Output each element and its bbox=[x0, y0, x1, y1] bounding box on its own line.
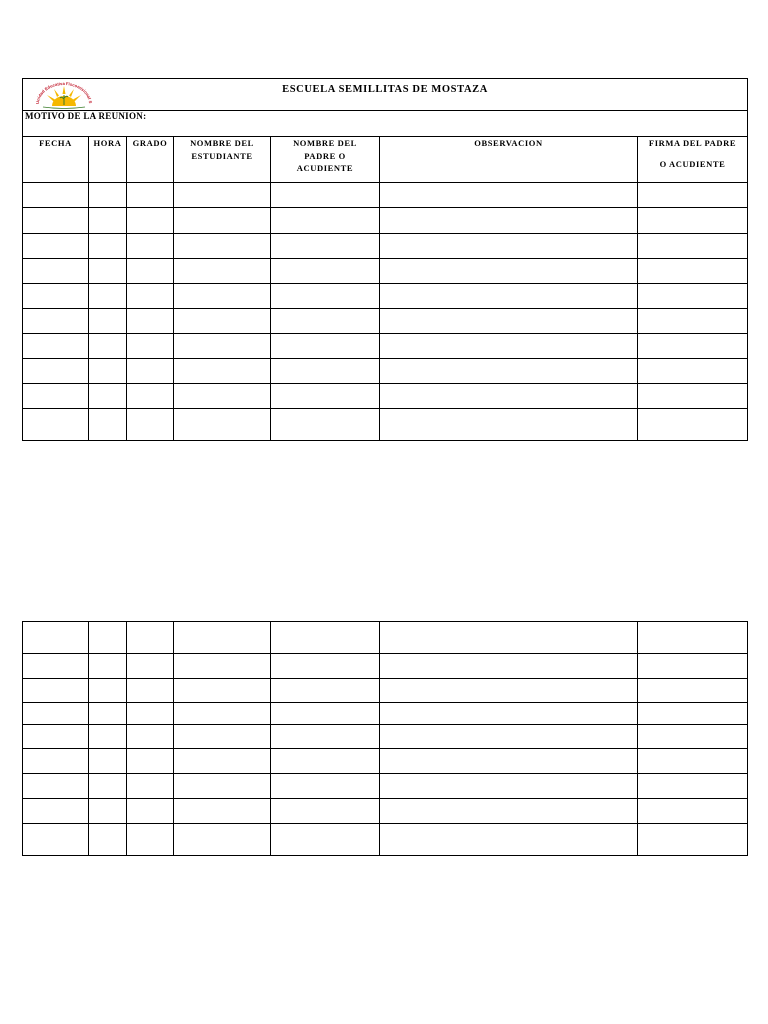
empty-cell[interactable] bbox=[127, 654, 174, 679]
attendance-table-continued bbox=[22, 621, 748, 856]
empty-cell[interactable] bbox=[271, 725, 380, 749]
column-header bbox=[638, 137, 748, 183]
title-cell bbox=[23, 79, 748, 111]
empty-cell[interactable] bbox=[638, 384, 748, 409]
empty-cell[interactable] bbox=[380, 824, 638, 856]
empty-cell[interactable] bbox=[127, 284, 174, 309]
column-header bbox=[174, 137, 271, 183]
empty-cell[interactable] bbox=[174, 409, 271, 441]
empty-cell[interactable] bbox=[271, 234, 380, 259]
empty-cell[interactable] bbox=[271, 334, 380, 359]
table-row bbox=[23, 622, 748, 654]
empty-cell[interactable] bbox=[380, 679, 638, 703]
column-header-line: NOMBRE DEL bbox=[293, 138, 357, 148]
empty-cell[interactable] bbox=[127, 824, 174, 856]
table-row bbox=[23, 799, 748, 824]
empty-cell[interactable] bbox=[23, 234, 89, 259]
empty-cell[interactable] bbox=[23, 749, 89, 774]
empty-cell[interactable] bbox=[127, 309, 174, 334]
empty-cell[interactable] bbox=[380, 749, 638, 774]
column-header-line: HORA bbox=[93, 138, 122, 148]
empty-cell[interactable] bbox=[174, 384, 271, 409]
empty-cell[interactable] bbox=[271, 774, 380, 799]
empty-cell[interactable] bbox=[174, 334, 271, 359]
school-name: ESCUELA SEMILLITAS DE MOSTAZA bbox=[282, 84, 488, 95]
column-header-line: O ACUDIENTE bbox=[659, 158, 726, 169]
column-header-line: ESTUDIANTE bbox=[191, 150, 253, 161]
table-row bbox=[23, 703, 748, 725]
empty-cell[interactable] bbox=[127, 725, 174, 749]
school-logo bbox=[33, 80, 95, 110]
column-header-line: OBSERVACION bbox=[474, 138, 543, 148]
table-row bbox=[23, 725, 748, 749]
empty-cell[interactable] bbox=[380, 259, 638, 284]
empty-cell[interactable] bbox=[638, 725, 748, 749]
empty-cell[interactable] bbox=[271, 679, 380, 703]
empty-cell[interactable] bbox=[127, 679, 174, 703]
table-row bbox=[23, 749, 748, 774]
empty-cell[interactable] bbox=[89, 384, 127, 409]
empty-cell[interactable] bbox=[23, 284, 89, 309]
column-header bbox=[89, 137, 127, 183]
table-row bbox=[23, 654, 748, 679]
empty-cell[interactable] bbox=[638, 234, 748, 259]
column-header-line: ACUDIENTE bbox=[296, 163, 354, 173]
empty-cell[interactable] bbox=[23, 703, 89, 725]
motivo-label: MOTIVO DE LA REUNION: bbox=[25, 111, 147, 121]
motivo-cell[interactable] bbox=[23, 111, 748, 137]
empty-cell[interactable] bbox=[174, 359, 271, 384]
empty-cell[interactable] bbox=[271, 654, 380, 679]
empty-cell[interactable] bbox=[174, 679, 271, 703]
table-row bbox=[23, 183, 748, 208]
empty-cell[interactable] bbox=[23, 654, 89, 679]
empty-cell[interactable] bbox=[127, 409, 174, 441]
empty-cell[interactable] bbox=[380, 799, 638, 824]
empty-cell[interactable] bbox=[23, 679, 89, 703]
empty-cell[interactable] bbox=[638, 654, 748, 679]
empty-cell[interactable] bbox=[271, 409, 380, 441]
empty-cell[interactable] bbox=[638, 824, 748, 856]
table-row bbox=[23, 284, 748, 309]
empty-cell[interactable] bbox=[174, 654, 271, 679]
empty-cell[interactable] bbox=[174, 208, 271, 234]
empty-cell[interactable] bbox=[89, 774, 127, 799]
column-header-line: FIRMA DEL PADRE bbox=[648, 138, 737, 148]
empty-cell[interactable] bbox=[127, 334, 174, 359]
empty-cell[interactable] bbox=[23, 774, 89, 799]
table-row bbox=[23, 359, 748, 384]
empty-cell[interactable] bbox=[271, 284, 380, 309]
empty-cell[interactable] bbox=[127, 622, 174, 654]
empty-cell[interactable] bbox=[271, 703, 380, 725]
empty-cell[interactable] bbox=[23, 334, 89, 359]
empty-cell[interactable] bbox=[380, 359, 638, 384]
empty-cell[interactable] bbox=[638, 799, 748, 824]
empty-cell[interactable] bbox=[89, 234, 127, 259]
empty-cell[interactable] bbox=[127, 208, 174, 234]
empty-cell[interactable] bbox=[174, 234, 271, 259]
empty-cell[interactable] bbox=[638, 183, 748, 208]
empty-cell[interactable] bbox=[23, 409, 89, 441]
empty-cell[interactable] bbox=[127, 703, 174, 725]
table-row bbox=[23, 234, 748, 259]
empty-cell[interactable] bbox=[380, 334, 638, 359]
empty-cell[interactable] bbox=[638, 284, 748, 309]
empty-cell[interactable] bbox=[174, 622, 271, 654]
column-header bbox=[380, 137, 638, 183]
column-header-line: NOMBRE DEL bbox=[190, 138, 254, 148]
empty-cell[interactable] bbox=[638, 749, 748, 774]
empty-cell[interactable] bbox=[638, 409, 748, 441]
header-row bbox=[23, 137, 748, 183]
empty-cell[interactable] bbox=[380, 234, 638, 259]
empty-cell[interactable] bbox=[89, 622, 127, 654]
column-header bbox=[23, 137, 89, 183]
empty-cell[interactable] bbox=[638, 679, 748, 703]
empty-cell[interactable] bbox=[638, 622, 748, 654]
empty-cell[interactable] bbox=[23, 259, 89, 284]
empty-cell[interactable] bbox=[271, 259, 380, 284]
empty-cell[interactable] bbox=[89, 259, 127, 284]
empty-cell[interactable] bbox=[271, 622, 380, 654]
empty-cell[interactable] bbox=[380, 409, 638, 441]
empty-cell[interactable] bbox=[638, 774, 748, 799]
empty-cell[interactable] bbox=[380, 208, 638, 234]
empty-cell[interactable] bbox=[380, 284, 638, 309]
table-row bbox=[23, 334, 748, 359]
empty-cell[interactable] bbox=[380, 622, 638, 654]
empty-cell[interactable] bbox=[89, 359, 127, 384]
empty-cell[interactable] bbox=[271, 309, 380, 334]
empty-cell[interactable] bbox=[23, 824, 89, 856]
column-header-line: GRADO bbox=[132, 138, 168, 148]
empty-cell[interactable] bbox=[638, 259, 748, 284]
empty-cell[interactable] bbox=[89, 824, 127, 856]
empty-cell[interactable] bbox=[174, 259, 271, 284]
table-row bbox=[23, 774, 748, 799]
empty-cell[interactable] bbox=[89, 749, 127, 774]
empty-cell[interactable] bbox=[127, 234, 174, 259]
empty-cell[interactable] bbox=[23, 208, 89, 234]
empty-cell[interactable] bbox=[380, 384, 638, 409]
empty-cell[interactable] bbox=[89, 799, 127, 824]
empty-cell[interactable] bbox=[174, 824, 271, 856]
empty-cell[interactable] bbox=[89, 725, 127, 749]
empty-cell[interactable] bbox=[23, 799, 89, 824]
table-row bbox=[23, 309, 748, 334]
table-row bbox=[23, 384, 748, 409]
empty-cell[interactable] bbox=[89, 183, 127, 208]
column-header-line: PADRE O bbox=[304, 150, 346, 161]
empty-cell[interactable] bbox=[89, 703, 127, 725]
table-row bbox=[23, 679, 748, 703]
logo-text: Unidad Educativa Fiscomisional S bbox=[34, 80, 94, 105]
empty-cell[interactable] bbox=[127, 259, 174, 284]
empty-cell[interactable] bbox=[174, 703, 271, 725]
empty-cell[interactable] bbox=[127, 799, 174, 824]
empty-cell[interactable] bbox=[271, 384, 380, 409]
empty-cell[interactable] bbox=[89, 309, 127, 334]
empty-cell[interactable] bbox=[174, 799, 271, 824]
table-row bbox=[23, 824, 748, 856]
empty-cell[interactable] bbox=[380, 774, 638, 799]
empty-cell[interactable] bbox=[271, 183, 380, 208]
empty-cell[interactable] bbox=[89, 409, 127, 441]
table-row bbox=[23, 259, 748, 284]
empty-cell[interactable] bbox=[89, 654, 127, 679]
empty-cell[interactable] bbox=[174, 284, 271, 309]
column-header bbox=[127, 137, 174, 183]
empty-cell[interactable] bbox=[127, 749, 174, 774]
empty-cell[interactable] bbox=[89, 679, 127, 703]
empty-cell[interactable] bbox=[380, 725, 638, 749]
empty-cell[interactable] bbox=[23, 384, 89, 409]
empty-cell[interactable] bbox=[638, 334, 748, 359]
empty-cell[interactable] bbox=[380, 183, 638, 208]
empty-cell[interactable] bbox=[127, 384, 174, 409]
empty-cell[interactable] bbox=[23, 359, 89, 384]
empty-cell[interactable] bbox=[174, 309, 271, 334]
empty-cell[interactable] bbox=[638, 703, 748, 725]
empty-cell[interactable] bbox=[271, 799, 380, 824]
column-header-line: FECHA bbox=[39, 138, 72, 148]
empty-cell[interactable] bbox=[23, 183, 89, 208]
empty-cell[interactable] bbox=[89, 334, 127, 359]
empty-cell[interactable] bbox=[638, 359, 748, 384]
empty-cell[interactable] bbox=[23, 309, 89, 334]
empty-cell[interactable] bbox=[23, 725, 89, 749]
empty-cell[interactable] bbox=[174, 749, 271, 774]
empty-cell[interactable] bbox=[127, 774, 174, 799]
empty-cell[interactable] bbox=[174, 183, 271, 208]
empty-cell[interactable] bbox=[380, 703, 638, 725]
empty-cell[interactable] bbox=[638, 309, 748, 334]
empty-cell[interactable] bbox=[23, 622, 89, 654]
empty-cell[interactable] bbox=[271, 824, 380, 856]
empty-cell[interactable] bbox=[380, 654, 638, 679]
empty-cell[interactable] bbox=[127, 359, 174, 384]
empty-cell[interactable] bbox=[638, 208, 748, 234]
empty-cell[interactable] bbox=[380, 309, 638, 334]
empty-cell[interactable] bbox=[271, 749, 380, 774]
empty-cell[interactable] bbox=[174, 774, 271, 799]
empty-cell[interactable] bbox=[89, 208, 127, 234]
attendance-table bbox=[22, 78, 748, 441]
table-row bbox=[23, 208, 748, 234]
empty-cell[interactable] bbox=[127, 183, 174, 208]
empty-cell[interactable] bbox=[271, 208, 380, 234]
empty-cell[interactable] bbox=[271, 359, 380, 384]
column-header bbox=[271, 137, 380, 183]
empty-cell[interactable] bbox=[89, 284, 127, 309]
table-row bbox=[23, 409, 748, 441]
empty-cell[interactable] bbox=[174, 725, 271, 749]
